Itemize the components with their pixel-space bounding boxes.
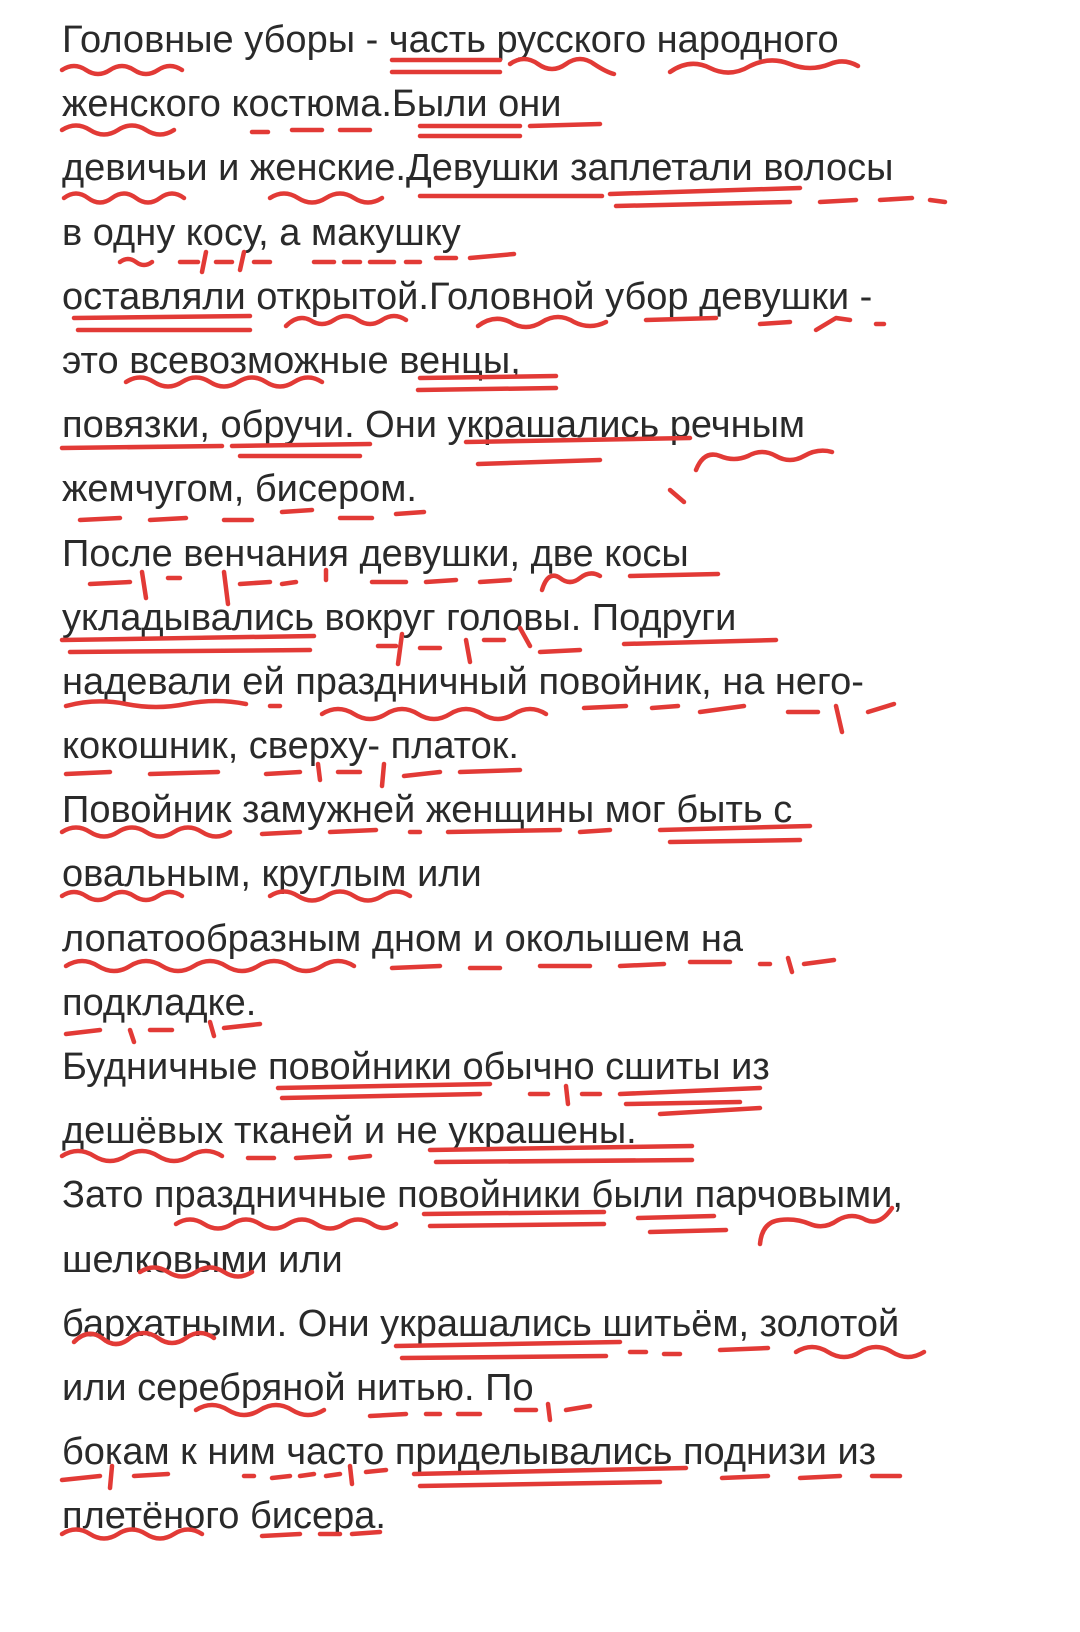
text-line: шелковыми или xyxy=(62,1238,343,1281)
text-line: Головные уборы - часть русского народного xyxy=(62,19,839,61)
text-line: оставляли открытой.Головной убор девушки - xyxy=(62,275,873,318)
text-line: бокам к ним часто приделывались поднизи из xyxy=(62,1431,877,1474)
text-line: кокошник, сверху- платок. xyxy=(62,725,519,768)
text-line: в одну косу, а макушку xyxy=(62,211,461,254)
text-line: После венчания девушки, две косы xyxy=(62,532,689,575)
text-line: плетёного бисера. xyxy=(62,1495,386,1538)
text-line: это всевозможные венцы, xyxy=(62,339,521,382)
text-line: или серебряной нитью. По xyxy=(62,1366,534,1409)
text-line: укладывались вокруг головы. Подруги xyxy=(62,596,737,639)
text-line: Будничные повойники обычно сшиты из xyxy=(62,1046,770,1088)
text-line: лопатообразным дном и околышем на xyxy=(62,917,744,960)
text-line: Повойник замужней женщины мог быть с xyxy=(62,789,793,832)
text-line: надевали ей праздничный повойник, на него- xyxy=(62,660,864,703)
text-line: Зато праздничные повойники были парчовыми, xyxy=(62,1174,903,1217)
document-text xyxy=(62,8,1062,1549)
text-line: подкладке. xyxy=(62,981,257,1024)
text-line: женского костюма.Были они xyxy=(62,83,562,126)
text-line: овальным, круглым или xyxy=(62,853,482,896)
text-line: повязки, обручи. Они украшались речным xyxy=(62,404,806,447)
text-line: дешёвых тканей и не украшены. xyxy=(62,1110,637,1153)
text-line: девичьи и женские.Девушки заплетали волосы xyxy=(62,147,894,190)
text-line: бархатными. Они украшались шитьём, золотой xyxy=(62,1302,900,1345)
text-line: жемчугом, бисером. xyxy=(62,468,417,511)
